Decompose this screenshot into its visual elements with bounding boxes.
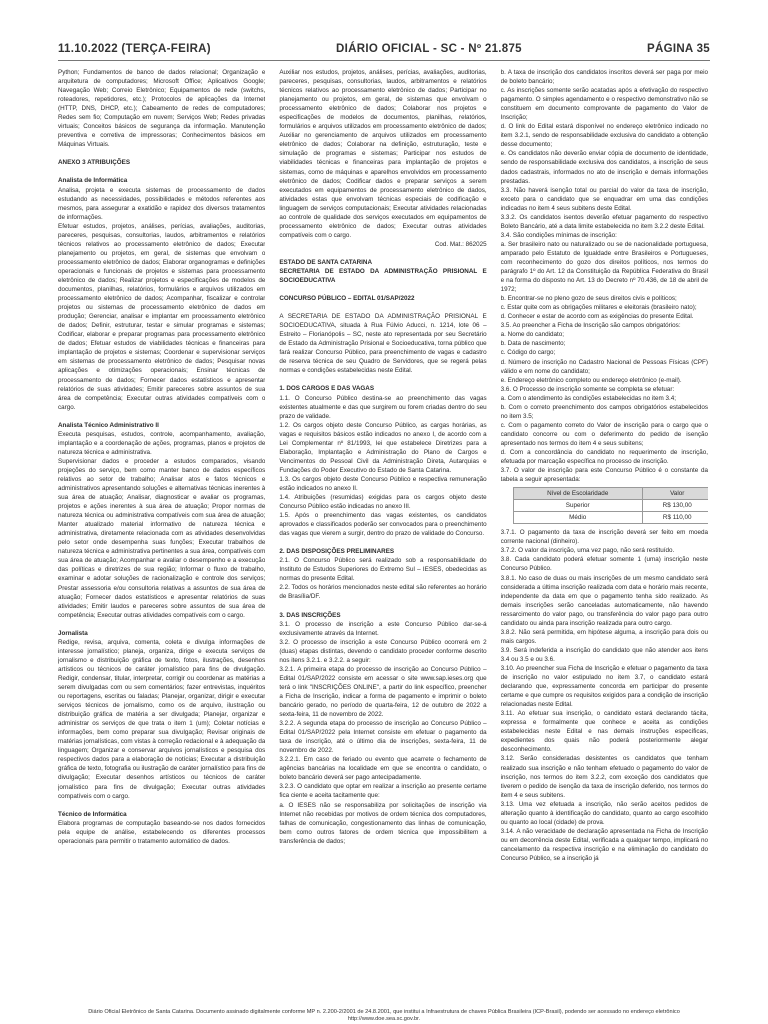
paragraph-gap bbox=[58, 620, 265, 629]
paragraph: d. Conhecer e estar de acordo com as exigências do presente Edital. bbox=[500, 313, 694, 321]
section-heading: Analista Técnico Administrativo II bbox=[58, 421, 159, 429]
paragraph: 3.7. O valor de inscrição para este Concurso Público é o constante da tabela a seguir apresentada: bbox=[500, 467, 708, 484]
paragraph: b. Data de nascimento; bbox=[500, 340, 566, 348]
paragraph: Efetuar estudos, projetos, análises, perícias, avaliações, auditorias, pareceres, pesquisas, consultorias, laudos, arbitramentos e relatórios técnicos relativos ao processamento eletrônico de dados; Executar planejamento ou projetos, em geral, de sistemas que envolvam o processamento eletrônico de dados; Elaborar organogramas e definições operacionais e funcionais de projetos e sistemas para processamento eletrônico de dados; Realizar projetos e especificações de modelos de documentos, planilhas, relatórios, formulários e arquivos utilizados em processamento eletrônico de dados; Acompanhar, fiscalizar e controlar projetos ou sistemas de processamento eletrônico de dados em produção; Gerenciar, analisar e implantar em processamento eletrônico de dados; Definir, estruturar, testar e simular programas e sistemas; Codificar, elaborar e preparar programas para processamento eletrônico de dados; Efetuar estudos de viabilidades técnicas e financeiras para implantação de projetos e sistemas; Coordenar e supervisionar serviços em sistemas de processamento eletrônico de dados; Pesquisar novas aplicações e otimizações operacionais; Ensinar técnicas de processamento de dados; Fornecer dados estatísticos e apresentar relatórios de suas atividades; Emitir pareceres sobre assuntos de sua área de competência; Executar outras atividades compatíveis com o cargo. bbox=[58, 222, 266, 411]
paragraph: Supervisionar dados e proceder a estudos comparados, visando projeções do serviço, bem como manter banco de dados específicos relativos ao setor de trabalho; Analisar atos e fatos técnicos e administrativos apresentando soluções e alternativas técnicas inerentes à sua área de atuação; Analisar, diagnosticar e avaliar os programas, projetos e ações inerentes à sua área de atuação; Propor normas de natureza técnica ou administrativa compatíveis com sua área de atuação; Manter atualizado material informativo de natureza técnica e administrativa, diretamente relacionada com as atividades desenvolvidas pelo setor onde desempenha suas funções; Executar trabalhos de natureza técnica e administrativa pertinentes a sua área, compatíveis com sua área de atuação; Acompanhar e avaliar o desempenho e a execução das políticas e diretrizes de sua região; Informar o fluxo de trabalho, examinar e adotar soluções de racionalização e controle dos serviços; Prestar assessoria e/ou consultoria relativas a assuntos de sua área de atuação; Fornecer dados estatísticos e apresentar relatórios de suas atividades; Emitir laudos e pareceres sobre assuntos de sua área de competência; Executar outras atividades compatíveis com o cargo. bbox=[58, 457, 266, 619]
fee-table-header-value: Valor bbox=[642, 488, 708, 500]
paragraph: 3.12. Serão consideradas desistentes os candidatos que tenham realizado sua inscrição e não tenham efetuado o pagamento do valor de inscrição, nos termos do item 3.2.2, com exceção dos candidatos que tiverem o pedido de isenção da taxa de inscrição deferido, nos termos do item 4 e seus subitens. bbox=[500, 755, 708, 799]
paragraph: e. Endereço eletrônico completo ou endereço eletrônico (e-mail). bbox=[500, 376, 682, 384]
paragraph: Analisa, projeta e executa sistemas de processamento de dados estudando as necessidades, possibilidades e métodos referentes aos mesmos, para assegurar a exatidão e rapidez dos diversos tratamentos de informações. bbox=[58, 186, 266, 221]
column-3 bbox=[501, 68, 708, 1006]
paragraph: 3.6. O Processo de inscrição somente se completa se efetuar: bbox=[500, 385, 675, 393]
paragraph: 3.7.1. O pagamento da taxa de inscrição deverá ser feito em moeda corrente nacional (dinheiro). bbox=[500, 529, 708, 546]
paragraph-gap bbox=[279, 602, 486, 611]
section-heading: 1. DOS CARGOS E DAS VAGAS bbox=[279, 385, 375, 393]
paragraph-gap bbox=[58, 412, 265, 421]
paragraph: 3.8.1. No caso de duas ou mais inscrições de um mesmo candidato será considerada a última inscrição realizada com data e horário mais recente, independente da data em que o pagamento tenha sido realizado. As demais inscrições serão canceladas automaticamente, não havendo ressarcimento do valor pago, ou transferência do valor pago para outro candidato ou ainda para inscrição realizada para outro cargo. bbox=[500, 574, 708, 627]
fee-level: Médio bbox=[513, 512, 642, 524]
paragraph: Auxiliar nos estudos, projetos, análises, perícias, avaliações, auditorias, pareceres, pesquisas, consultorias, laudos, arbitramentos e relatórios técnicos relativos ao processamento eletrônico de dados; Participar no planejamento ou projetos, em geral, de sistemas que envolvam o processamento eletrônico de dados; Colaborar nos projetos e especificações de modelos de documentos, planilhas, relatórios, formulários e arquivos utilizados em processamento eletrônico de dados; Auxiliar no gerenciamento de arquivos utilizados em processamento eletrônico de dados; Colaborar na definição, estruturação, teste e simulação de programas e sistemas; Participar nos estudos de viabilidades técnicas e financeiras para implantação de projetos e sistemas, como de máquinas e aparelhos envolvidos em processamento eletrônico de dados; Codificar dados e preparar serviços a serem executados em equipamentos de processamento eletrônico de dados, atividades estas que envolvam técnicas especiais de codificação e linguagem de serviços computacionais; Executar atividades relacionadas ao controle de qualidade dos serviços executados em equipamentos de processamento eletrônico de dados; Executar outras atividades compatíveis com o cargo. bbox=[279, 69, 487, 239]
paragraph: 3.4. São condições mínimas de inscrição: bbox=[500, 231, 617, 239]
paragraph: 3.2.1. A primeira etapa do processo de inscrição ao Concurso Público – Edital 01/SAP/2022 consiste em acessar o site www.sap.ieses.org que terá o link "INSCRIÇÕES ONLINE", a partir do link específico, preencher a Ficha de Inscrição, indicar a forma de pagamento e imprimir o boleto bancário gerado, no período de quarta-feira, 12 de outubro de 2022 a sexta-feira, 11 de novembro de 2022. bbox=[279, 665, 487, 719]
paragraph: e. Os candidatos não deverão enviar cópia de documento de identidade, sendo de responsabilidade exclusiva dos candidatos, a inscrição de seus dados cadastrais, informados no ato de inscrição e demais informações prestadas. bbox=[500, 150, 708, 185]
paragraph: 1.3. Os cargos objeto deste Concurso Público e respectiva remuneração estão indicados no anexo II. bbox=[279, 475, 487, 492]
column-3-bottom bbox=[501, 528, 708, 863]
page-footer: Diário Oficial Eletrônico de Santa Catarina. Documento assinado digitalmente conforme MP n. 2.200-2/2001 de 24.8.2001, que institui a Infraestrutura de chaves Pública Brasileira (ICP-Brasil), podendo ser acessado no endereço eletrônico http://www.doe.sea.sc.gov.br. bbox=[88, 1009, 680, 1022]
paragraph: 3.2.2. A segunda etapa do processo de inscrição ao Concurso Público – Edital 01/SAP/2022 pela Internet consiste em efetuar o pagamento da taxa de inscrição, até o último dia de inscrições, sexta-feira, 11 de novembro de 2022. bbox=[279, 720, 487, 755]
section-heading: Jornalista bbox=[58, 629, 88, 637]
section-heading: 3. DAS INSCRIÇÕES bbox=[279, 611, 341, 619]
paragraph: a. O IESES não se responsabiliza por solicitações de inscrição via Internet não recebidas por motivos de ordem técnica dos computadores, falhas de comunicação, congestionamento das linhas de comunicação, bem como outros fatores de ordem técnica que impossibilitem a transferência de dados; bbox=[279, 801, 487, 845]
fee-table-row bbox=[513, 500, 708, 512]
section-heading: ANEXO 3 ATRIBUIÇÕES bbox=[58, 159, 131, 167]
paragraph: 2.2. Todos os horários mencionados neste edital são referentes ao horário de Brasília/DF. bbox=[279, 584, 487, 601]
paragraph: c. Estar quite com as obrigações militares e eleitorais (brasileiro nato); bbox=[500, 304, 697, 312]
paragraph: 3.14. A não veracidade de declaração apresentada na Ficha de Inscrição ou em decorrência deste Edital, verificada a qualquer tempo, implicará no cancelamento da respectiva inscrição e na eliminação do candidato do Concurso Público, se a inscrição já bbox=[500, 827, 708, 862]
fee-table-row bbox=[513, 512, 708, 524]
paragraph: 2.1. O Concurso Público será realizado sob a responsabilidade do Instituto de Estudos Superiores do Extremo Sul – IESES, obedecidas as normas do presente Edital. bbox=[279, 557, 487, 583]
paragraph: Python; Fundamentos de banco de dados relacional; Organização e arquitetura de computadores; Microsoft Office; Aplicativos Google; Navegação Web; Correio Eletrônico; Equipamentos de rede (switchs, roteadores, repetidores, etc.); Protocolos de aplicações da Internet (HTTP, DNS, DHCP, etc.); Cabeamento de redes de computadores; Redes sem fio; Computação em nuvem; Serviços Web; Redes privadas virtuais; Conceitos básicos de segurança da informação. Manutenção preventiva e corretiva de impressoras; Conhecimentos básicos em Máquinas Virtuais. bbox=[58, 69, 266, 149]
fee-table-header-level: Nível de Escolaridade bbox=[513, 488, 642, 500]
paragraph: d. O link do Edital estará disponível no endereço eletrônico indicado no item 3.2.1, sendo de responsabilidade exclusiva do candidato a obtenção desse documento; bbox=[500, 123, 708, 149]
paragraph: 3.9. Será indeferida a inscrição do candidato que não atender aos itens 3.4 ou 3.5 e ou 3.6. bbox=[500, 646, 708, 663]
paragraph-gap bbox=[279, 249, 486, 258]
paragraph: a. Ser brasileiro nato ou naturalizado ou se de nacionalidade portuguesa, amparado pelo Estatuto de Igualdade entre Brasileiros e Portugueses, com reconhecimento do gozo dos direitos políticos, nos termos do parágrafo 1º do Art. 12 da Constituição da República Federativa do Brasil e na forma do disposto no Art. 13 do Decreto nº 70.436, de 18 de abril de 1972; bbox=[500, 240, 708, 294]
paragraph: 3.2. O processo de inscrição a este Concurso Público ocorrerá em 2 (duas) etapas distintas, devendo o candidato proceder conforme descrito nos itens 3.2.1. e 3.2.2. a seguir: bbox=[279, 638, 487, 664]
paragraph: 3.2.2.1. Em caso de feriado ou evento que acarrete o fechamento de agências bancárias na localidade em que se encontra o candidato, o boleto bancário deverá ser pago antecipadamente. bbox=[279, 756, 487, 782]
paragraph-gap bbox=[58, 167, 265, 176]
paragraph: d. Número de inscrição no Cadastro Nacional de Pessoas Físicas (CPF) válido e em nome do candidato; bbox=[500, 358, 708, 375]
header-rule bbox=[58, 60, 710, 61]
page-header bbox=[58, 40, 710, 58]
paragraph: b. Com o correto preenchimento dos campos obrigatórios estabelecidos no item 3.5; bbox=[500, 403, 708, 420]
paragraph-gap bbox=[58, 801, 265, 810]
header-date: 11.10.2022 (TERÇA-FEIRA) bbox=[58, 43, 211, 55]
header-page-number: PÁGINA 35 bbox=[647, 43, 710, 55]
paragraph: Executa pesquisas, estudos, controle, acompanhamento, avaliação, implantação e a coordenação de ações, programas, planos e projetos de natureza técnica e administrativa. bbox=[58, 430, 266, 456]
section-heading: Analista de Informática bbox=[58, 177, 128, 185]
paragraph: b. A taxa de inscrição dos candidatos inscritos deverá ser paga por meio de boleto bancário; bbox=[500, 69, 708, 86]
paragraph: 3.8. Cada candidato poderá efetuar somente 1 (uma) inscrição neste Concurso Público. bbox=[500, 556, 708, 573]
paragraph: 1.1. O Concurso Público destina-se ao preenchimento das vagas existentes atualmente e das que surgirem ou forem criadas dentro do seu prazo de validade. bbox=[279, 394, 487, 420]
section-heading: Técnico de Informática bbox=[58, 810, 127, 818]
paragraph: 3.5. Ao preencher a Ficha de Inscrição são campos obrigatórios: bbox=[500, 322, 681, 330]
paragraph: b. Encontrar-se no pleno gozo de seus direitos civis e políticos; bbox=[500, 295, 677, 303]
paragraph: 1.4. Atribuições (resumidas) exigidas para os cargos objeto deste Concurso Público estão indicadas no anexo III. bbox=[279, 494, 487, 511]
paragraph: d. Com a concordância do candidato no requerimento de inscrição, efetuada por marcação específica no processo de inscrição. bbox=[500, 448, 708, 466]
paragraph-gap bbox=[279, 303, 486, 312]
fee-level: Superior bbox=[513, 500, 642, 512]
paragraph: 3.1. O processo de inscrição a este Concurso Público dar-se-á exclusivamente através da Internet. bbox=[279, 620, 487, 637]
column-2 bbox=[279, 68, 486, 1006]
paragraph: 3.11. Ao efetuar sua inscrição, o candidato estará declarando tácita, expressa e formalmente que conhece e aceita as condições estabelecidas neste Edital e nas demais instruções específicas, expedientes dos quais não poderá posteriormente alegar desconhecimento. bbox=[500, 710, 708, 754]
paragraph: a. Nome do candidato; bbox=[500, 331, 565, 339]
fee-value: R$ 110,00 bbox=[642, 512, 708, 524]
paragraph: a. Com o atendimento às condições estabelecidas no item 3.4; bbox=[500, 394, 677, 402]
header-title: DIÁRIO OFICIAL - SC - Nº 21.875 bbox=[336, 43, 522, 55]
signature-code: Cod. Mat.: 862025 bbox=[434, 240, 487, 248]
paragraph: c. Com o pagamento correto do Valor de inscrição para o cargo que o candidato concorre ou com o deferimento do pedido de isenção apresentado nos termos do item 4 e seus subitens; bbox=[500, 421, 708, 447]
paragraph: c. As inscrições somente serão acatadas após a efetivação do respectivo pagamento. O simples agendamento e o respectivo demonstrativo não se constituem em documento comprovante de pagamento do Valor de Inscrição; bbox=[500, 87, 708, 122]
paragraph: 3.7.2. O valor da inscrição, uma vez pago, não será restituído. bbox=[500, 547, 675, 555]
paragraph: c. Código do cargo; bbox=[500, 349, 556, 357]
paragraph: 3.2.3. O candidato que optar em realizar a inscrição ao presente certame fica ciente e aceita tacitamente que: bbox=[279, 783, 487, 800]
section-heading: SECRETARIA DE ESTADO DA ADMINISTRAÇÃO PRISIONAL E SOCIOEDUCATIVA bbox=[279, 267, 487, 285]
section-heading: ESTADO DE SANTA CATARINA bbox=[279, 258, 373, 266]
column-1 bbox=[58, 68, 265, 1006]
paragraph-gap bbox=[279, 375, 486, 384]
paragraph: 3.13. Uma vez efetuada a inscrição, não serão aceitos pedidos de alteração quanto à identificação do candidato, quanto ao cargo escolhido ou quanto ao local (cidade) de prova. bbox=[500, 800, 708, 826]
columns bbox=[58, 68, 708, 1006]
section-heading: CONCURSO PÚBLICO – EDITAL 01/SAP/2022 bbox=[279, 295, 415, 303]
fee-table bbox=[513, 487, 708, 524]
paragraph: Elabora programas de computação baseando-se nos dados fornecidos pela equipe de análise, estabelecendo os diferentes processos operacionais para permitir o tratamento automático de dados. bbox=[58, 819, 266, 845]
paragraph: 3.3.2. Os candidatos isentos deverão efetuar pagamento do respectivo Boleto Bancário, até a data limite estabelecida no item 3.2.2 deste Edital. bbox=[500, 213, 708, 230]
paragraph: 3.3. Não haverá isenção total ou parcial do valor da taxa de inscrição, exceto para o candidato que se enquadrar em uma das condições indicadas no item 4 seus subitens deste Edital. bbox=[500, 186, 708, 212]
section-heading: 2. DAS DISPOSIÇÕES PRELIMINARES bbox=[279, 548, 395, 556]
paragraph: A SECRETARIA DE ESTADO DA ADMINISTRAÇÃO PRISIONAL E SOCIOEDUCATIVA, situada à Rua Fúlvio Aducci, n. 1214, lote 06 – Estreito – Florianópolis – SC, neste ato representada por seu Secretário de Estado da Administração Prisional e Socioeducativa, torna público que fará realizar Concurso Público, para preenchimento de vagas e cadastro de reserva técnica de seu Quadro de Servidores, que se regerá pelas normas e condições estabelecidas neste Edital. bbox=[279, 313, 487, 375]
paragraph-gap bbox=[58, 149, 265, 158]
paragraph: 1.2. Os cargos objeto deste Concurso Público, as cargas horárias, as vagas e requisitos básicos estão indicados no anexo I, de acordo com a Lei Complementar nº 81/1993, lei que estabelece Diretrizes para a Elaboração, Implantação e Administração do Plano de Cargos e Vencimentos do Pessoal Civil da Administração Direta, Autarquias e Fundações do Poder Executivo do Estado de Santa Catarina. bbox=[279, 421, 487, 474]
paragraph: 3.8.2. Não será permitida, em hipótese alguma, a inscrição para dois ou mais cargos. bbox=[500, 628, 708, 645]
paragraph: 1.5. Após o preenchimento das vagas existentes, os candidatos aprovados e classificados poderão ser convocados para o preenchimento das vagas que vierem a surgir, dentro do prazo de validade do Concurso. bbox=[279, 512, 487, 538]
fee-value: R$ 130,00 bbox=[642, 500, 708, 512]
paragraph: Redige, revisa, arquiva, comenta, coleta e divulga informações de interesse jornalístico; planeja, organiza, dirige e executa serviços de jornalismo e distribuição gráfica de texto, fotos, ilustrações, desenhos artísticos ou técnicos de caráter jornalístico para fins de divulgação. Redigir, condensar, titular, interpretar, corrigir ou coordenar as matérias a serem divulgadas com ou sem comentários; fazer entrevistas, inquéritos ou reportagens, escritas ou faladas; Planejar, organizar, dirigir e executar serviços técnicos de jornalismo, como os de arquivo, ilustração ou distribuição gráfica de matéria a ser divulgada; Planejar, organizar e administrar os serviços de que trata o item 1 (um); Coletar notícias e informações, bem como preparar sua divulgação; Revisar originais de matérias jornalísticas, com vistas à correção redacional e à adequação da linguagem; Organizar e conservar arquivos jornalísticos e pesquisa dos respectivos dados para a elaboração de notícias; Executar a distribuição gráfica de texto, fotografia ou ilustração de caráter jornalístico para fins de divulgação; Executar desenhos artísticos ou técnicos de caráter jornalístico para fins de divulgação; Executar outras atividades compatíveis com o cargo. bbox=[58, 638, 266, 800]
paragraph-gap bbox=[279, 285, 486, 294]
paragraph: 3.10. Ao preencher sua Ficha de Inscrição e efetuar o pagamento da taxa de inscrição no valor estipulado no item 3.7, o candidato estará declarando que, expressamente concorda em participar do presente certame e que cumpre os requisitos exigidos para a condição de inscrição relacionadas neste Edital. bbox=[500, 665, 708, 709]
column-3-top bbox=[501, 68, 708, 484]
paragraph-gap bbox=[279, 538, 486, 547]
